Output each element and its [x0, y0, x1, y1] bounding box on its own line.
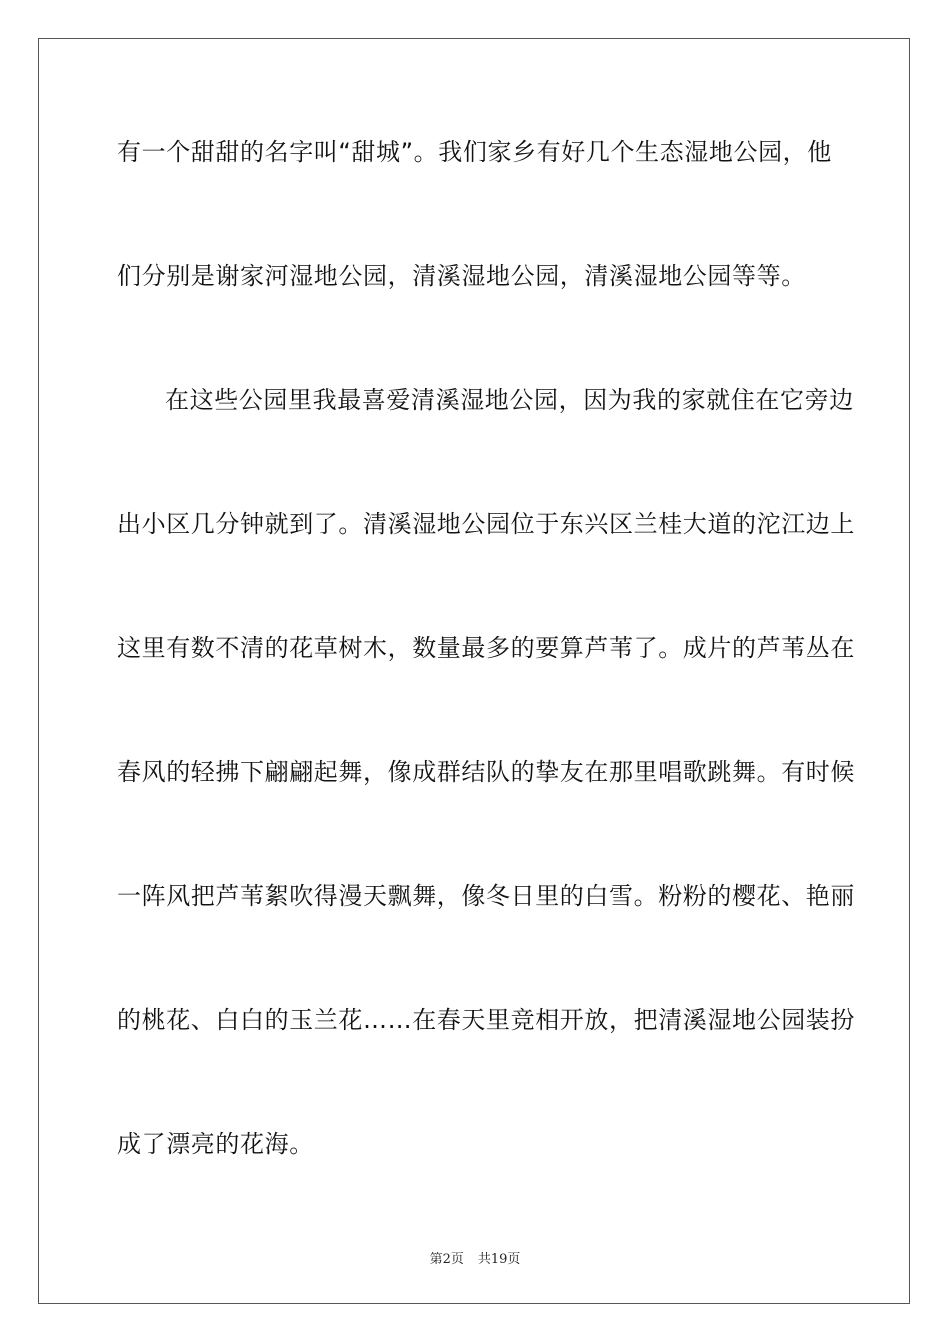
- text-line-9: 成了漂亮的花海。: [117, 1130, 314, 1158]
- page-footer: [0, 1248, 950, 1267]
- text-line-4: 出小区几分钟就到了。清溪湿地公园位于东兴区兰桂大道的沱江边上: [117, 510, 855, 538]
- text-line-3: 在这些公园里我最喜爱清溪湿地公园，因为我的家就住在它旁边: [165, 386, 854, 414]
- text-line-1: 有一个甜甜的名字叫“甜城”。我们家乡有好几个生态湿地公园，他: [117, 138, 832, 166]
- page-number: 第2页: [429, 1252, 464, 1267]
- text-line-6: 春风的轻拂下翩翩起舞，像成群结队的挚友在那里唱歌跳舞。有时候: [117, 758, 855, 786]
- text-line-2: 们分别是谢家河湿地公园，清溪湿地公园，清溪湿地公园等等。: [117, 262, 806, 290]
- text-line-8: 的桃花、白白的玉兰花……在春天里竞相开放，把清溪湿地公园装扮: [117, 1006, 855, 1034]
- text-line-7: 一阵风把芦苇絮吹得漫天飘舞，像冬日里的白雪。粉粉的樱花、艳丽: [117, 882, 855, 910]
- total-pages: 共19页: [477, 1252, 521, 1267]
- page-frame: [38, 38, 910, 1304]
- text-line-5: 这里有数不清的花草树木，数量最多的要算芦苇了。成片的芦苇丛在: [117, 634, 855, 662]
